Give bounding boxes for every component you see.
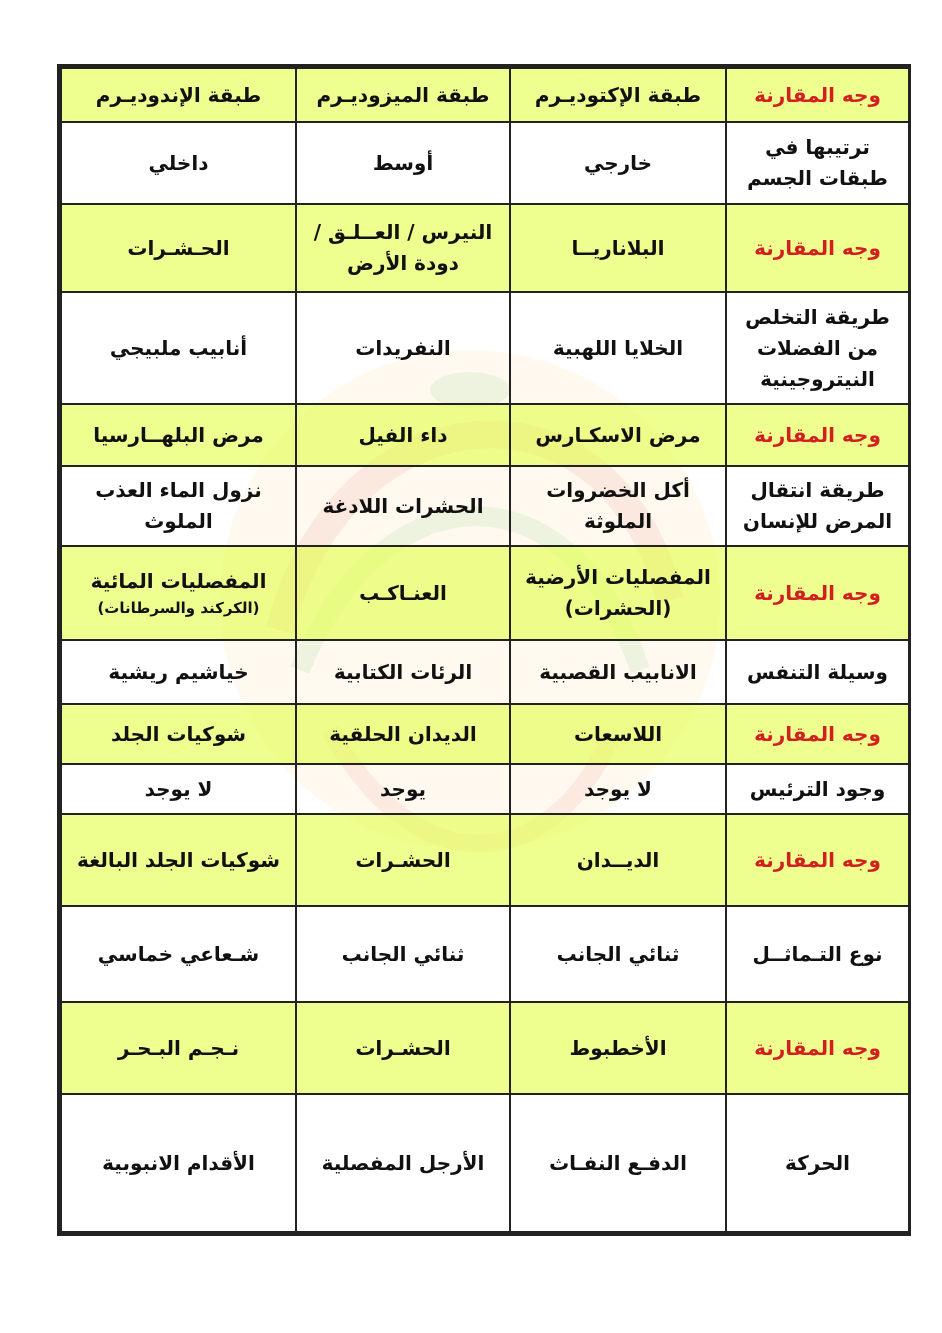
table-cell (296, 704, 510, 764)
criterion-cell (726, 1094, 909, 1232)
cell-text: شـعاعي خماسي (97, 941, 260, 966)
table-cell (510, 704, 726, 764)
table-cell (61, 68, 296, 122)
cell-text: المفصليات الأرضية (الحشرات) (525, 565, 711, 620)
cell-text: طبقة الإكتوديـرم (534, 82, 702, 107)
cell-text: الانابيب القصبية (539, 659, 697, 684)
cell-text: مرض البلهــارسيا (93, 422, 264, 447)
criterion-cell (726, 122, 909, 204)
table-cell (510, 292, 726, 404)
table-cell (296, 122, 510, 204)
cell-text: داء الفيل (358, 422, 448, 447)
table-cell (510, 906, 726, 1002)
table-cell (61, 546, 296, 640)
cell-text: نزول الماء العذب الملوث (95, 478, 262, 533)
cell-text: الديــدان (576, 847, 660, 872)
table-row (61, 292, 909, 404)
comparison-label-cell (726, 704, 909, 764)
cell-text: نوع التـماثــل (752, 941, 883, 966)
table-cell (510, 546, 726, 640)
comparison-table (60, 67, 910, 1233)
table-cell (61, 814, 296, 906)
cell-text: يوجد (379, 776, 426, 801)
cell-text: مرض الاسكـارس (535, 422, 701, 447)
table-cell (296, 906, 510, 1002)
table-header-row (61, 814, 909, 906)
table-cell (61, 704, 296, 764)
table-cell (296, 546, 510, 640)
cell-text: وجه المقارنة (754, 235, 881, 260)
cell-text: طريقة انتقال المرض للإنسان (742, 478, 893, 533)
cell-text: الديدان الحلقية (329, 721, 477, 746)
cell-text: وجه المقارنة (754, 1035, 881, 1060)
cell-text: وجه المقارنة (754, 82, 881, 107)
criterion-cell (726, 906, 909, 1002)
cell-text: الأقدام الانبوبية (102, 1150, 255, 1175)
table-header-row (61, 68, 909, 122)
table-cell (296, 68, 510, 122)
table-cell (510, 814, 726, 906)
table-cell (61, 906, 296, 1002)
table-cell (61, 292, 296, 404)
cell-text: أنابيب ملبيجي (109, 335, 248, 360)
cell-text: الحشـرات (355, 1035, 451, 1060)
cell-text: وجه المقارنة (754, 422, 881, 447)
cell-text: لا يوجد (584, 776, 652, 801)
cell-text: شوكيات الجلد البالغة (77, 847, 280, 872)
cell-text: خارجي (583, 150, 653, 175)
comparison-label-cell (726, 204, 909, 292)
cell-text: الأرجل المفصلية (321, 1150, 485, 1175)
cell-text: الأخطبوط (569, 1035, 667, 1060)
criterion-cell (726, 764, 909, 814)
cell-text: ترتيبها في طبقات الجسم (747, 135, 888, 190)
cell-text: طبقة الميزوديـرم (316, 82, 490, 107)
cell-text: أوسط (372, 150, 434, 175)
comparison-label-cell (726, 1002, 909, 1094)
cell-text: داخلي (148, 150, 209, 175)
table-cell (296, 1002, 510, 1094)
table-cell (510, 404, 726, 466)
cell-text: وسيلة التنفس (747, 659, 888, 684)
table-cell (510, 1002, 726, 1094)
cell-text: المفصليات المائية (90, 568, 267, 593)
table-cell (510, 204, 726, 292)
cell-text: الحركة (785, 1150, 850, 1175)
criterion-cell (726, 640, 909, 704)
comparison-label-cell (726, 68, 909, 122)
table-cell (61, 404, 296, 466)
table-cell (510, 466, 726, 546)
table-row (61, 640, 909, 704)
cell-text: الرئات الكتابية (333, 659, 473, 684)
cell-text: اللاسعات (573, 721, 663, 746)
cell-text: الخلايا اللهبية (552, 335, 684, 360)
cell-text: العنـاكـب (359, 580, 447, 605)
cell-text: ثنائي الجانب (341, 941, 465, 966)
table-header-row (61, 546, 909, 640)
table-cell (61, 1002, 296, 1094)
cell-subtext: (الكركند والسرطانات) (97, 598, 260, 617)
table-cell (296, 466, 510, 546)
table-cell (510, 1094, 726, 1232)
table-header-row (61, 1002, 909, 1094)
comparison-label-cell (726, 814, 909, 906)
cell-text: الدفـع النفـاث (549, 1150, 687, 1175)
table-row (61, 764, 909, 814)
table-row (61, 1094, 909, 1232)
criterion-cell (726, 466, 909, 546)
cell-text: لا يوجد (144, 776, 213, 801)
table-row (61, 122, 909, 204)
table-cell (61, 204, 296, 292)
table-cell (296, 404, 510, 466)
cell-text: الحشـرات (355, 847, 451, 872)
cell-text: ثنائي الجانب (556, 941, 680, 966)
cell-text: وجه المقارنة (754, 580, 881, 605)
cell-text: الحشرات اللادغة (322, 493, 484, 518)
cell-text: شوكيات الجلد (110, 721, 247, 746)
criterion-cell (726, 292, 909, 404)
table-cell (510, 122, 726, 204)
table-row (61, 466, 909, 546)
cell-text: وجه المقارنة (754, 847, 881, 872)
table-header-row (61, 404, 909, 466)
cell-text: طريقة التخلص من الفضلات النيتروجينية (745, 304, 890, 391)
cell-text: وجه المقارنة (754, 721, 881, 746)
table-header-row (61, 704, 909, 764)
table-cell (61, 640, 296, 704)
table-cell (296, 814, 510, 906)
table-header-row (61, 204, 909, 292)
cell-text: نـجـم البـحـر (117, 1035, 240, 1060)
table-cell (296, 204, 510, 292)
table-cell (510, 68, 726, 122)
table-cell (61, 764, 296, 814)
table-cell (61, 1094, 296, 1232)
comparison-label-cell (726, 546, 909, 640)
table-row (61, 906, 909, 1002)
cell-text: أكل الخضروات الملوثة (546, 478, 690, 533)
table-cell (296, 292, 510, 404)
table-cell (510, 764, 726, 814)
table-cell (296, 640, 510, 704)
cell-text: وجود الترئيس (749, 776, 886, 801)
table-cell (61, 466, 296, 546)
cell-text: النفريدات (355, 335, 451, 360)
cell-text: طبقة الإندوديـرم (95, 82, 262, 107)
table-cell (61, 122, 296, 204)
cell-text: خياشيم ريشية (108, 659, 249, 684)
comparison-label-cell (726, 404, 909, 466)
cell-text: الحـشـرات (127, 235, 230, 260)
cell-text: النيرس / العــلـق / دودة الأرض (313, 220, 493, 275)
table-cell (296, 764, 510, 814)
comparison-table-frame (57, 64, 911, 1236)
table-cell (296, 1094, 510, 1232)
table-cell (510, 640, 726, 704)
cell-text: البلاناريــا (571, 235, 665, 260)
